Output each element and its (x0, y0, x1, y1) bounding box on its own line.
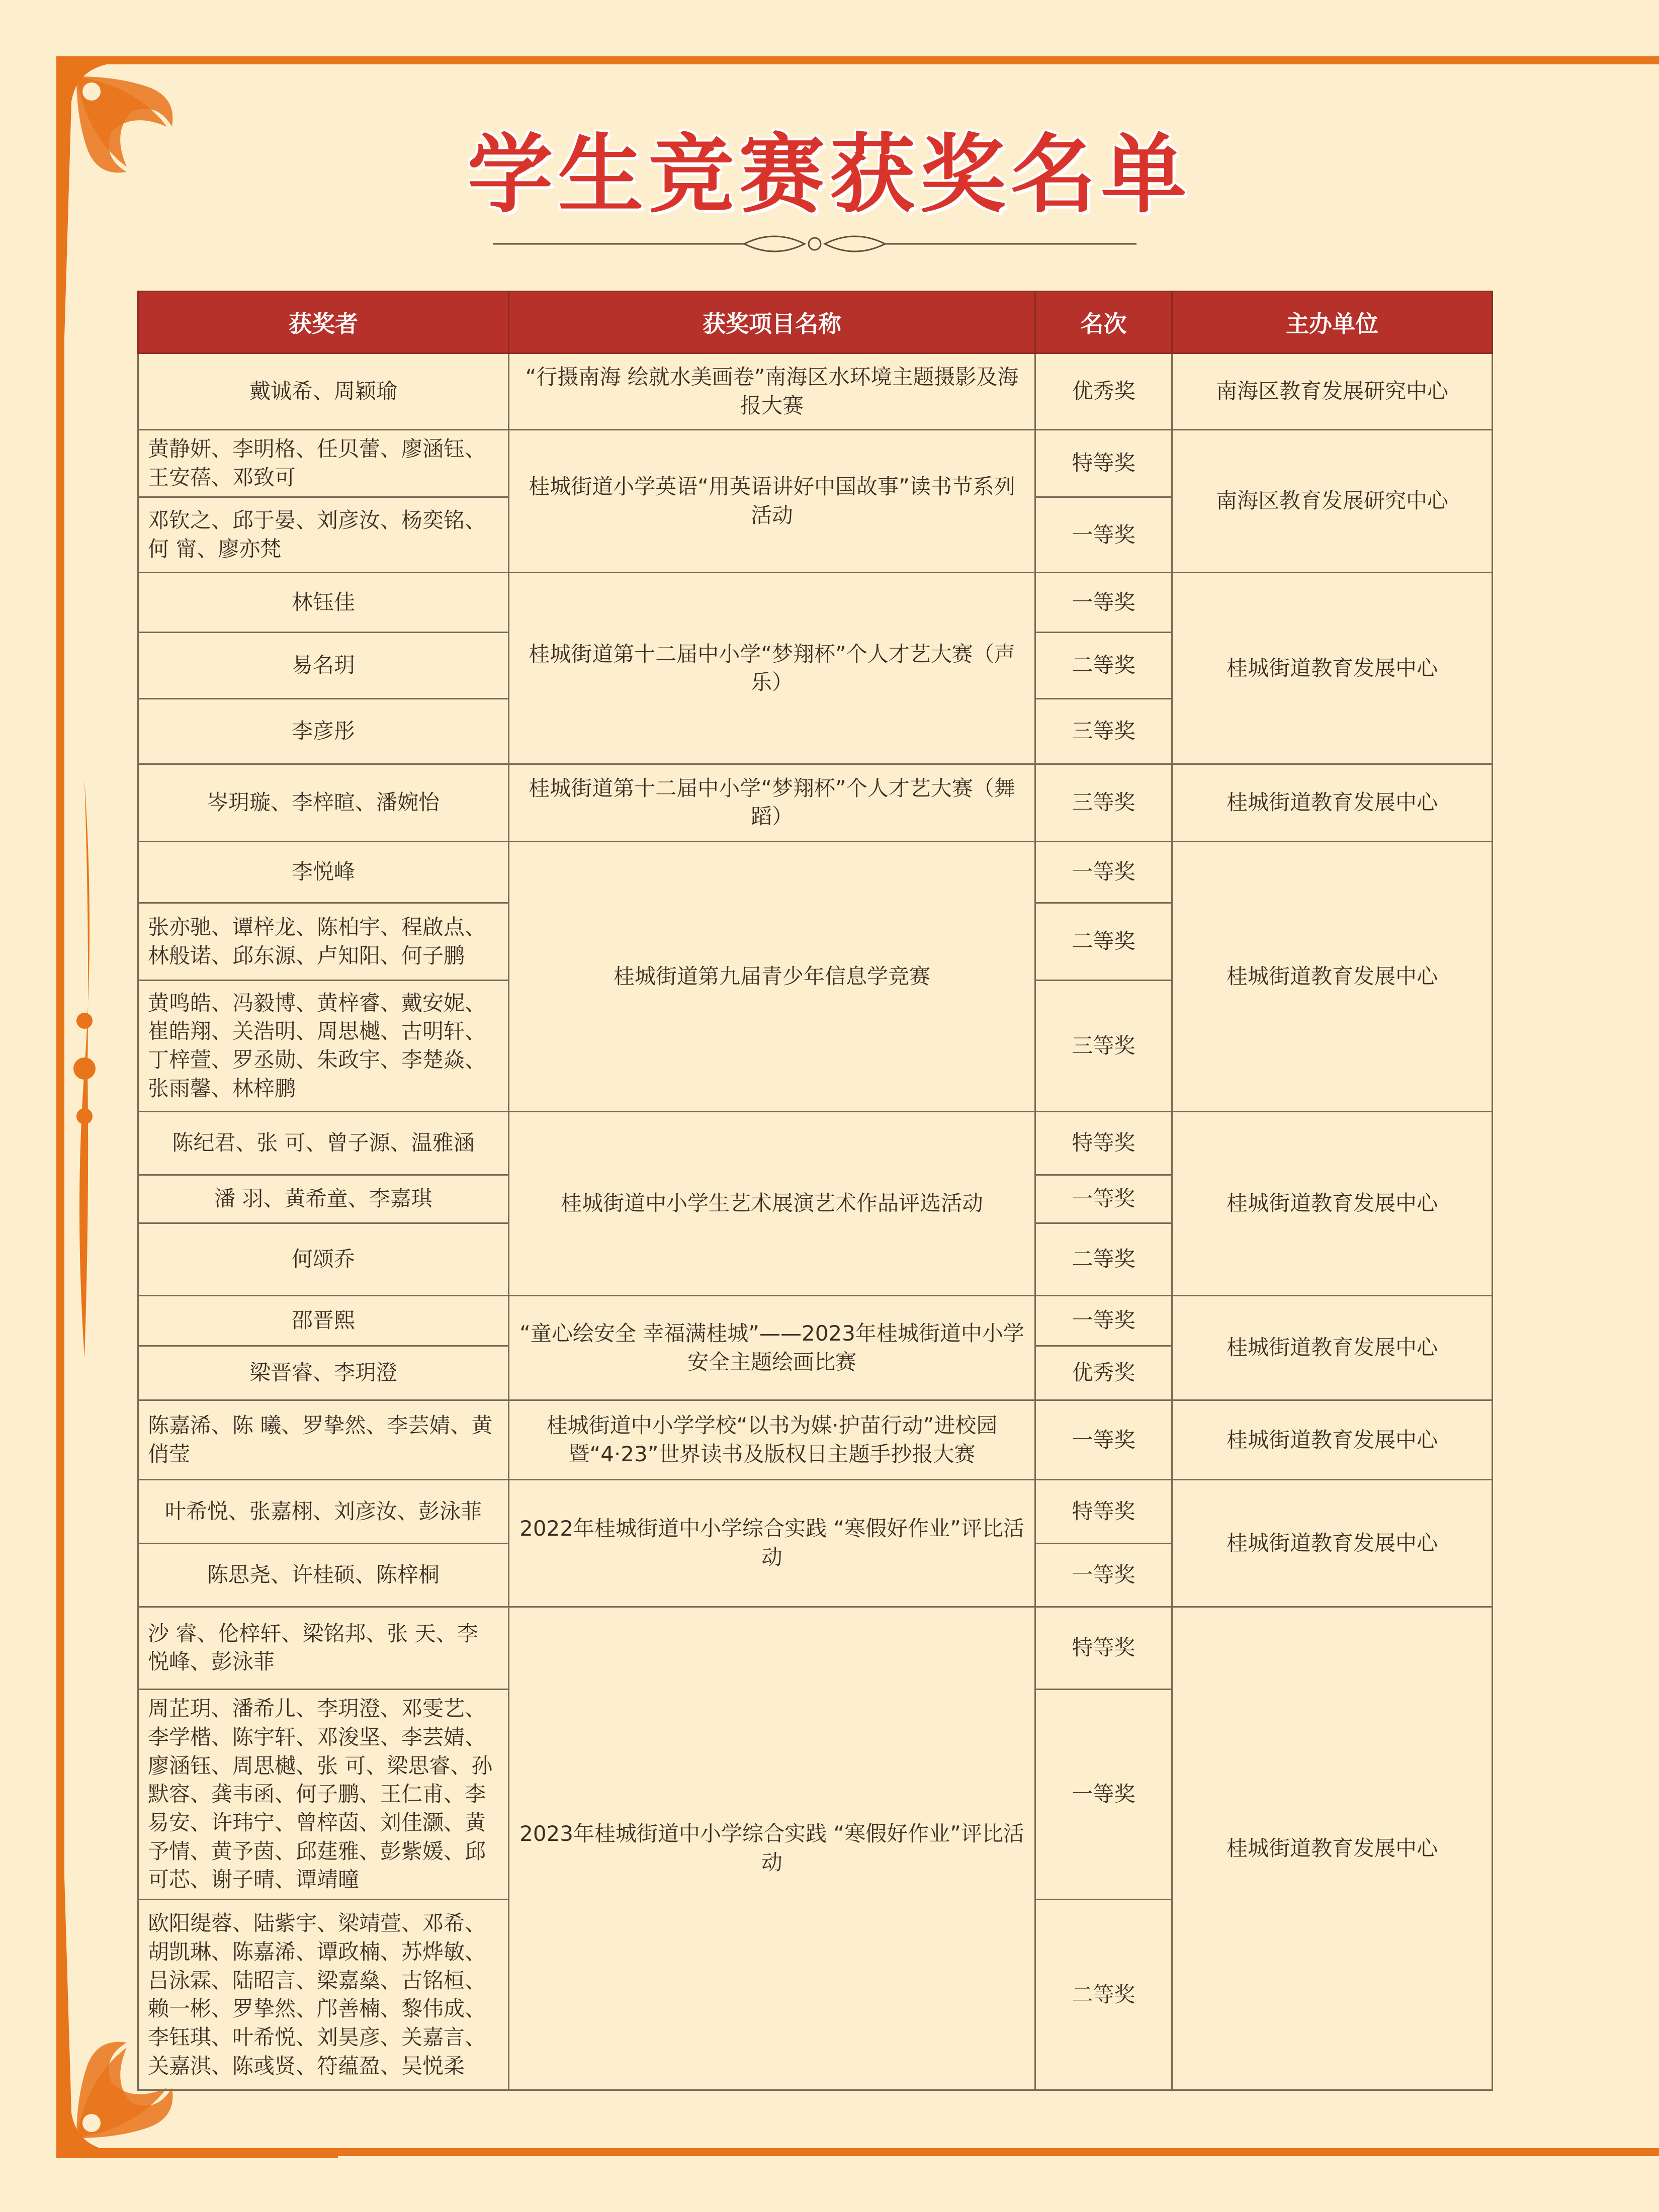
table-header-row (138, 292, 1493, 353)
awardee-cell: 周芷玥、潘希儿、李玥澄、邓雯艺、李学楷、陈宇轩、邓浚坚、李芸婧、廖涵钰、周思樾、张 可、梁思睿、孙默容、龚韦函、何子鹏、王仁甫、李易安、许玮宁、曾梓茵、刘佳灏、黄予情、黄予茵、邱莛雅、彭紫媛、邱可芯、谢子晴、谭靖曈 (138, 1689, 509, 1899)
awardee-cell: 欧阳缇蓉、陆紫宇、梁靖萱、邓希、胡凯琳、陈嘉浠、谭政楠、苏烨敏、吕泳霖、陆昭言、梁嘉燊、古铭桓、赖一彬、罗挚然、邝善楠、黎伟成、李钰琪、叶希悦、刘昊彦、关嘉言、关嘉淇、陈彧贤、符蕴盈、吴悦柔 (138, 1900, 509, 2090)
rank-cell: 一等奖 (1035, 1296, 1172, 1346)
table-row (138, 1296, 1493, 1346)
table-row (138, 1111, 1493, 1175)
rank-cell: 一等奖 (1035, 1543, 1172, 1607)
table-row (138, 1607, 1493, 1689)
table-row (138, 764, 1493, 841)
project-cell: 桂城街道第十二届中小学“梦翔杯”个人才艺大赛（舞蹈） (509, 764, 1035, 841)
divider-ornament-icon (493, 229, 1137, 259)
project-cell: 2023年桂城街道中小学综合实践 “寒假好作业”评比活动 (509, 1607, 1035, 2090)
awards-table (137, 291, 1493, 2091)
rank-cell: 优秀奖 (1035, 1346, 1172, 1400)
table-row (138, 1480, 1493, 1543)
project-cell: 桂城街道小学英语“用英语讲好中国故事”读书节系列活动 (509, 430, 1035, 573)
header-project: 获奖项目名称 (509, 292, 1035, 353)
rank-cell: 二等奖 (1035, 1900, 1172, 2090)
header-awardee: 获奖者 (138, 292, 509, 353)
awardee-cell: 张亦驰、谭梓龙、陈柏宇、程啟点、林般诺、邱东源、卢知阳、何子鹏 (138, 903, 509, 981)
table-row (138, 1400, 1493, 1480)
rank-cell: 特等奖 (1035, 430, 1172, 497)
awardee-cell: 陈嘉浠、陈 曦、罗挚然、李芸婧、黄俏莹 (138, 1400, 509, 1480)
awardee-cell: 黄静妍、李明格、任贝蕾、廖涵钰、王安蓓、邓致可 (138, 430, 509, 497)
table-row (138, 430, 1493, 497)
awardee-cell: 沙 睿、伦梓轩、梁铭邦、张 天、李悦峰、彭泳菲 (138, 1607, 509, 1689)
rank-cell: 一等奖 (1035, 1689, 1172, 1899)
host-cell: 桂城街道教育发展中心 (1172, 1111, 1493, 1295)
awardee-cell: 陈思尧、许桂硕、陈梓桐 (138, 1543, 509, 1607)
side-ornament-icon (69, 779, 100, 1358)
project-cell: 桂城街道中小学生艺术展演艺术作品评选活动 (509, 1111, 1035, 1295)
rank-cell: 一等奖 (1035, 842, 1172, 903)
project-cell: 桂城街道第十二届中小学“梦翔杯”个人才艺大赛（声乐） (509, 573, 1035, 764)
host-cell: 桂城街道教育发展中心 (1172, 764, 1493, 841)
host-cell: 南海区教育发展研究中心 (1172, 353, 1493, 430)
rank-cell: 特等奖 (1035, 1607, 1172, 1689)
host-cell: 桂城街道教育发展中心 (1172, 1400, 1493, 1480)
awardee-cell: 邓钦之、邱于晏、刘彦汝、杨奕铭、何 甯、廖亦梵 (138, 497, 509, 573)
table-row (138, 842, 1493, 903)
rank-cell: 一等奖 (1035, 573, 1172, 632)
rank-cell: 二等奖 (1035, 632, 1172, 698)
host-cell: 桂城街道教育发展中心 (1172, 842, 1493, 1112)
awardee-cell: 邵晋熙 (138, 1296, 509, 1346)
project-cell: “童心绘安全 幸福满桂城”——2023年桂城街道中小学安全主题绘画比赛 (509, 1296, 1035, 1400)
table-row (138, 353, 1493, 430)
rank-cell: 三等奖 (1035, 764, 1172, 841)
frame-left-border (56, 56, 64, 2158)
rank-cell: 二等奖 (1035, 903, 1172, 981)
header-rank: 名次 (1035, 292, 1172, 353)
rank-cell: 一等奖 (1035, 1175, 1172, 1223)
rank-cell: 三等奖 (1035, 698, 1172, 764)
rank-cell: 优秀奖 (1035, 353, 1172, 430)
awardee-cell: 李彦彤 (138, 698, 509, 764)
awardee-cell: 何颂乔 (138, 1223, 509, 1295)
rank-cell: 特等奖 (1035, 1480, 1172, 1543)
awardee-cell: 易名玥 (138, 632, 509, 698)
host-cell: 桂城街道教育发展中心 (1172, 573, 1493, 764)
host-cell: 桂城街道教育发展中心 (1172, 1296, 1493, 1400)
awardee-cell: 潘 羽、黄希童、李嘉琪 (138, 1175, 509, 1223)
awardee-cell: 叶希悦、张嘉栩、刘彦汝、彭泳菲 (138, 1480, 509, 1543)
project-cell: 桂城街道第九届青少年信息学竞赛 (509, 842, 1035, 1112)
awardee-cell: 陈纪君、张 可、曾子源、温雅涵 (138, 1111, 509, 1175)
project-cell: “行摄南海 绘就水美画卷”南海区水环境主题摄影及海报大赛 (509, 353, 1035, 430)
rank-cell: 特等奖 (1035, 1111, 1172, 1175)
awardee-cell: 戴诚希、周颖瑜 (138, 353, 509, 430)
host-cell: 桂城街道教育发展中心 (1172, 1607, 1493, 2090)
table-row (138, 573, 1493, 632)
header-host: 主办单位 (1172, 292, 1493, 353)
rank-cell: 一等奖 (1035, 497, 1172, 573)
rank-cell: 二等奖 (1035, 1223, 1172, 1295)
rank-cell: 一等奖 (1035, 1400, 1172, 1480)
host-cell: 桂城街道教育发展中心 (1172, 1480, 1493, 1607)
project-cell: 桂城街道中小学学校“以书为媒·护苗行动”进校园暨“4·23”世界读书及版权日主题手抄报大赛 (509, 1400, 1035, 1480)
project-cell: 2022年桂城街道中小学综合实践 “寒假好作业”评比活动 (509, 1480, 1035, 1607)
awardee-cell: 岑玥璇、李梓暄、潘婉怡 (138, 764, 509, 841)
awardee-cell: 梁晋睿、李玥澄 (138, 1346, 509, 1400)
awardee-cell: 李悦峰 (138, 842, 509, 903)
rank-cell: 三等奖 (1035, 981, 1172, 1111)
host-cell: 南海区教育发展研究中心 (1172, 430, 1493, 573)
page-title: 学生竞赛获奖名单 (467, 125, 1192, 225)
awardee-cell: 黄鸣皓、冯毅博、黄梓睿、戴安妮、崔皓翔、关浩明、周思樾、古明轩、丁梓萱、罗丞勋、朱政宇、李楚焱、张雨馨、林梓鹏 (138, 981, 509, 1111)
awardee-cell: 林钰佳 (138, 573, 509, 632)
